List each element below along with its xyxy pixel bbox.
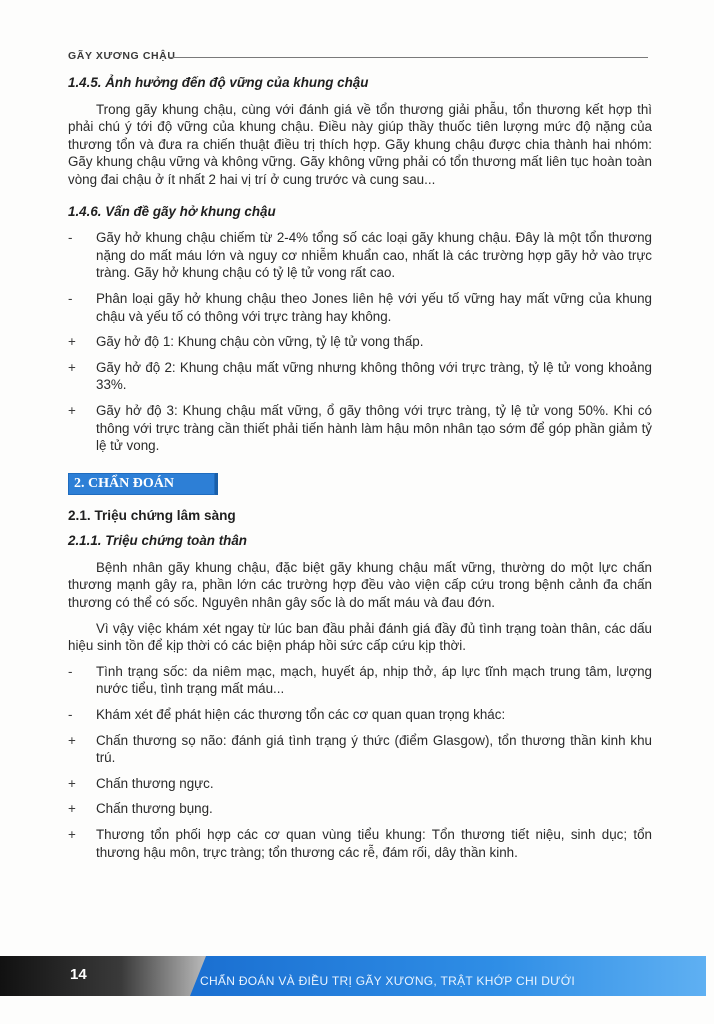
list-item-text: Chấn thương ngực. (96, 775, 214, 791)
list-item-text: Thương tổn phối hợp các cơ quan vùng tiểu khung: Tổn thương tiết niệu, sinh dục; tổn thương hậu môn, trực tràng; tổn thương các rễ, đám rối, dây thần kinh. (96, 827, 652, 860)
list-item (68, 775, 652, 793)
list-item-text: Gãy hở độ 3: Khung chậu mất vững, ổ gãy thông với trực tràng, tỷ lệ tử vong 50%. Khi có thông với trực tràng cần thiết phải tiến hành làm hậu môn nhân tạo sớm để góp phần giảm tỷ lệ tử vong. (96, 402, 652, 454)
paragraph: Vì vậy việc khám xét ngay từ lúc ban đầu phải đánh giá đầy đủ tình trạng toàn thân, các dấu hiệu sinh tồn để kịp thời có các biện pháp hồi sức cấp cứu kịp thời. (68, 620, 652, 654)
heading-2-1-1: 2.1.1. Triệu chứng toàn thân (68, 533, 247, 549)
list-item (68, 826, 652, 861)
list-item (68, 359, 652, 394)
list-marker: + (68, 801, 76, 817)
page-number: 14 (70, 966, 87, 983)
systemic-symptoms-list (68, 663, 652, 861)
paragraph: Trong gãy khung chậu, cùng với đánh giá về tổn thương giải phẫu, tổn thương kết hợp thì phải chú ý tới độ vững của khung chậu. Điều này giúp thầy thuốc tiên lượng mức độ nặng của thương tổn và đưa ra chiến thuật điều trị thích hợp. Gãy khung chậu được chia thành hai nhóm: Gãy khung chậu vững và không vững. Gãy không vững phải có tổn thương mất liên tục hoàn toàn vòng đai chậu ở ít nhất 2 hai vị trí ở cung trước và cung sau... (68, 101, 652, 187)
list-marker: + (68, 775, 76, 791)
paragraph: Bệnh nhân gãy khung chậu, đặc biệt gãy khung chậu mất vững, thường do một lực chấn thương mạnh gây ra, phần lớn các trường hợp đều vào viện cấp cứu trong bệnh cảnh đa chấn thương có thể có sốc. Nguyên nhân gây sốc là do mất máu và đau đớn. (68, 559, 652, 611)
section-banner-diagnosis: 2. CHẨN ĐOÁN (68, 473, 218, 495)
list-item (68, 229, 652, 282)
list-item-text: Phân loại gãy hở khung chậu theo Jones liên hệ với yếu tố vững hay mất vững của khung chậu và yếu tố có thông với trực tràng hay không. (96, 290, 652, 324)
list-marker: + (68, 827, 76, 842)
list-marker: + (68, 359, 76, 375)
list-marker: + (68, 334, 76, 350)
list-item-text: Chấn thương sọ não: đánh giá tình trạng ý thức (điểm Glasgow), tổn thương thần kinh khu trú. (96, 732, 652, 766)
book-title: CHẨN ĐOÁN VÀ ĐIỀU TRỊ GÃY XƯƠNG, TRẬT KHỚP CHI DƯỚI (200, 974, 575, 988)
list-item (68, 800, 652, 818)
footer-dark-band (0, 956, 220, 996)
main-content (68, 74, 652, 869)
running-title: GÃY XƯƠNG CHẬU (68, 50, 176, 62)
heading-1-4-6: 1.4.6. Vấn đề gãy hở khung chậu (68, 203, 276, 219)
list-item (68, 290, 652, 325)
list-item-text: Gãy hở độ 1: Khung chậu còn vững, tỷ lệ tử vong thấp. (96, 334, 424, 350)
heading-1-4-5: 1.4.5. Ảnh hưởng đến độ vững của khung chậu (68, 75, 369, 90)
list-marker: - (68, 230, 73, 246)
open-fracture-list (68, 229, 652, 455)
list-marker: - (68, 290, 73, 306)
list-item-text: Gãy hở khung chậu chiếm từ 2-4% tổng số các loại gãy khung chậu. Đây là một tổn thương nặng do mất máu lớn và nguy cơ nhiễm khuẩn cao, nhất là các trường hợp gãy hở vào trực tràng. Gãy hở khung chậu có tỷ lệ tử vong rất cao. (96, 230, 652, 281)
list-marker: + (68, 732, 76, 748)
list-marker: - (68, 663, 73, 679)
header-rule (170, 57, 648, 58)
list-item (68, 732, 652, 767)
list-item-text: Tình trạng sốc: da niêm mạc, mạch, huyết áp, nhịp thở, áp lực tĩnh mạch trung tâm, lượng nước tiểu, tình trạng mất máu... (96, 663, 652, 697)
list-item (68, 402, 652, 455)
list-item (68, 663, 652, 698)
running-header (68, 50, 648, 66)
list-item (68, 706, 652, 724)
page-footer (0, 956, 714, 996)
list-marker: - (68, 707, 73, 723)
list-item-text: Gãy hở độ 2: Khung chậu mất vững nhưng không thông với trực tràng, tỷ lệ tử vong khoảng 33%. (96, 359, 652, 393)
heading-2-1: 2.1. Triệu chứng lâm sàng (68, 507, 236, 523)
list-item-text: Chấn thương bụng. (96, 801, 213, 817)
list-item-text: Khám xét để phát hiện các thương tổn các cơ quan quan trọng khác: (96, 707, 506, 723)
list-item (68, 333, 652, 351)
list-marker: + (68, 402, 76, 418)
